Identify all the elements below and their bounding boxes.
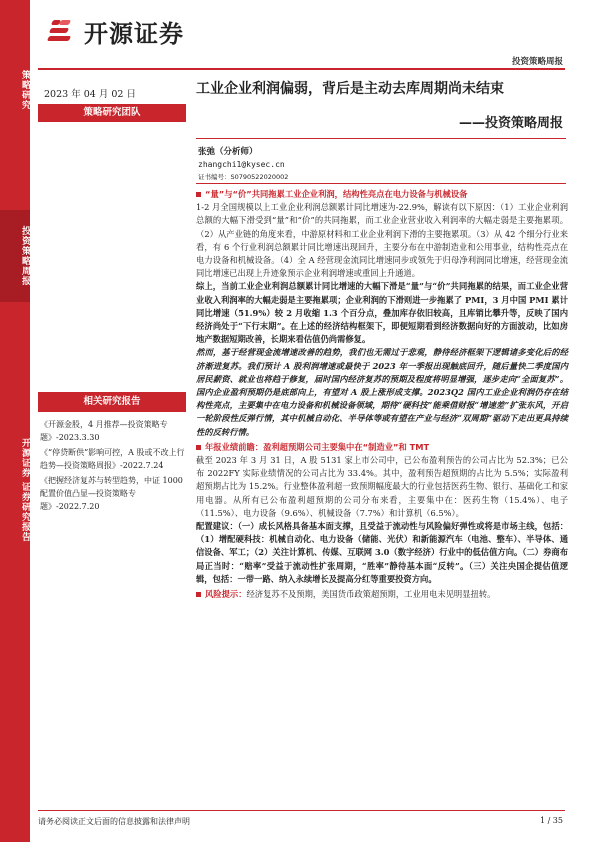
section-1-paragraph-2: 综上，当前工业企业利润总额累计同比增速的大幅下滑是“量”与“价”共同拖累的结果，而工业企业营业收入利润率的大幅走弱是主要拖累项；企业利润的下滑则进一步拖累了 PMI，3 月中国 PMI 累计同比增速（51.9%）较 2 月收缩 1.3 个百分点，叠加库存依旧较高，且库销比攀升等，反映了国内经济尚处于“下行末期”。在上述的经济结构框架下，即便短期看到经济数据向好的方面波动，比如房地产数据短期改善，长期来看估值仍尚需修复。 (196, 281, 568, 345)
logo-text: 开源证券 (84, 19, 184, 48)
risk-paragraph (196, 588, 568, 601)
related-reports-heading: 相关研究报告 (38, 392, 186, 412)
report-date: 2023 年 04 月 02 日 (44, 89, 136, 100)
page-subtitle: ——投资策略周报 (458, 116, 563, 131)
page-title: 工业企业利润偏弱，背后是主动去库周期尚未结束 (196, 81, 504, 97)
related-reports-list (40, 418, 188, 515)
brand-logo (48, 16, 184, 46)
page-number: 1 / 35 (539, 816, 563, 825)
footer-divider (38, 810, 565, 811)
bullet-icon (196, 592, 201, 597)
logo-mark-icon (48, 18, 78, 44)
author-cert: 证书编号：S0790522020002 (198, 173, 289, 181)
related-report-item[interactable]: 《把握经济复苏与转型趋势，中证 1000 配置价值凸显—投资策略专题》-2022.7.20 (40, 476, 183, 511)
section-2-paragraph-1: 截至 2023 年 3 月 31 日，A 股 5131 家上市公司中，已公布盈利预告的公司占比为 52.3%；已公布 2022FY 实际业绩情况的公司占比为 33.4%。其中，盈利预告超预期的占比为 5.5%；实际盈利超预期占比为 15.2%。行业整体盈利超一致预期幅度最大的行业包括医药生物、银行、基础化工和家用电器。从所有已公布盈利超预期的公司分布来看，主要集中在：医药生物（15.4%）、电子（11.5%）、电力设备（9.6%）、机械设备（7.7%）和计算机（6.5%）。 (196, 455, 568, 518)
risk-heading: 风险提示： (196, 589, 247, 599)
header-report-type: 投资策略周报 (511, 57, 563, 67)
section-1-heading-text: “量”与“价”共同拖累工业企业利润，结构性亮点在电力设备与机械设备 (205, 189, 468, 199)
sidebar-report-type: 投资策略周报 (0, 210, 30, 302)
risk-text: 经济复苏不及预期，美国货币政策超预期，工业用电未见明显扭转。 (246, 589, 496, 600)
author-divider-bottom (196, 183, 566, 184)
sidebar-brand: 开源证券 证券研究报告 (20, 437, 30, 543)
team-label: 策略研究团队 (38, 104, 186, 122)
author-email[interactable]: zhangchi1@kysec.cn (198, 160, 285, 169)
bullet-icon (196, 445, 201, 450)
section-1-heading (196, 188, 568, 201)
report-body (196, 188, 568, 601)
section-1-paragraph-1: 1-2 月全国规模以上工业企业利润总额累计同比增速为-22.9%，解读有以下原因：（1）工业企业利润总额的大幅下滑受到“量”和“价”的共同拖累，而工业企业营业收入利润率的大幅走弱是主要拖累项。（2）从产业链的角度来看，中游原材料和工业企业利润下滑的主要拖累项。（3）从 42 个细分行业来看，有 6 个行业利润总额累计同比增速出现回升，主要分布在中游制造业和公用事业，结构性亮点在电力设备和机械设备。（4）全 A 经营现金流同比增速同步或领先于归母净利润同比增速，经营现金流同比增速已出现上升迹象预示企业利润增速或重回上升通道。 (196, 202, 568, 279)
header-divider (38, 68, 565, 70)
related-report-item[interactable]: 《“停贷断供”影响可控，A 股或不改上行趋势—投资策略周报》-2022.7.24 (40, 448, 185, 470)
author-divider-top (196, 138, 566, 139)
section-2-paragraph-2: 配置建议：（一）成长风格具备基本面支撑，且受益于流动性与风险偏好弹性或将是市场主线，包括：（1）增配硬科技：机械自动化、电力设备（储能、光伏）和新能源汽车（电池、整车）、半导体、通信设备、军工；（2）关注计算机、传媒、互联网 3.0（数字经济）行业中的低估值方向。（二）券商布局正当时：“赔率”受益于流动性扩张周期，“胜率”静待基本面“反转”。（三）关注央国企提估值逻辑，包括：一带一路、纳入永续增长及提高分红等重要投资方向。 (196, 521, 568, 584)
section-2-heading (196, 441, 568, 454)
section-1-paragraph-3: 然而，基于经营现金流增速改善的趋势，我们也无需过于悲观，静待经济框架下逻辑诸多变化后的经济渐进复苏。我们预计 A 股利润增速或最快于 2023 年一季报出现触底回升，随后量快二季度国内居民薪资、就业也将趋于修复，届时国内经济复苏的预期及程度将明显增强，逐步走向“全面复苏”。国内企业盈利预期仍是底部向上，有望对 A 股上涨形成支撑。2023Q2 国内工业企业利润仍存在结构性亮点，主要集中在电力设备和机械设备领域，期待“硬科技”能乘借财报“增速差”扩张东风，开启一轮阶段性反弹行情，其中机械自动化、半导体等或有望在产业与经济“双周期”驱动下走出更具持续性的反转行情。 (196, 347, 568, 437)
related-report-item[interactable]: 《开源金股，4 月推荐—投资策略专题》-2023.3.30 (40, 420, 168, 442)
bullet-icon (196, 192, 201, 197)
section-2-heading-text: 年报业绩前瞻：盈利超预期公司主要集中在“制造业”和 TMT (205, 441, 430, 452)
sidebar-category: 策略研究 (20, 70, 30, 110)
left-sidebar (0, 0, 30, 842)
author-name: 张弛（分析师） (198, 147, 258, 157)
footer-disclaimer: 请务必阅读正文后面的信息披露和法律声明 (38, 817, 190, 826)
